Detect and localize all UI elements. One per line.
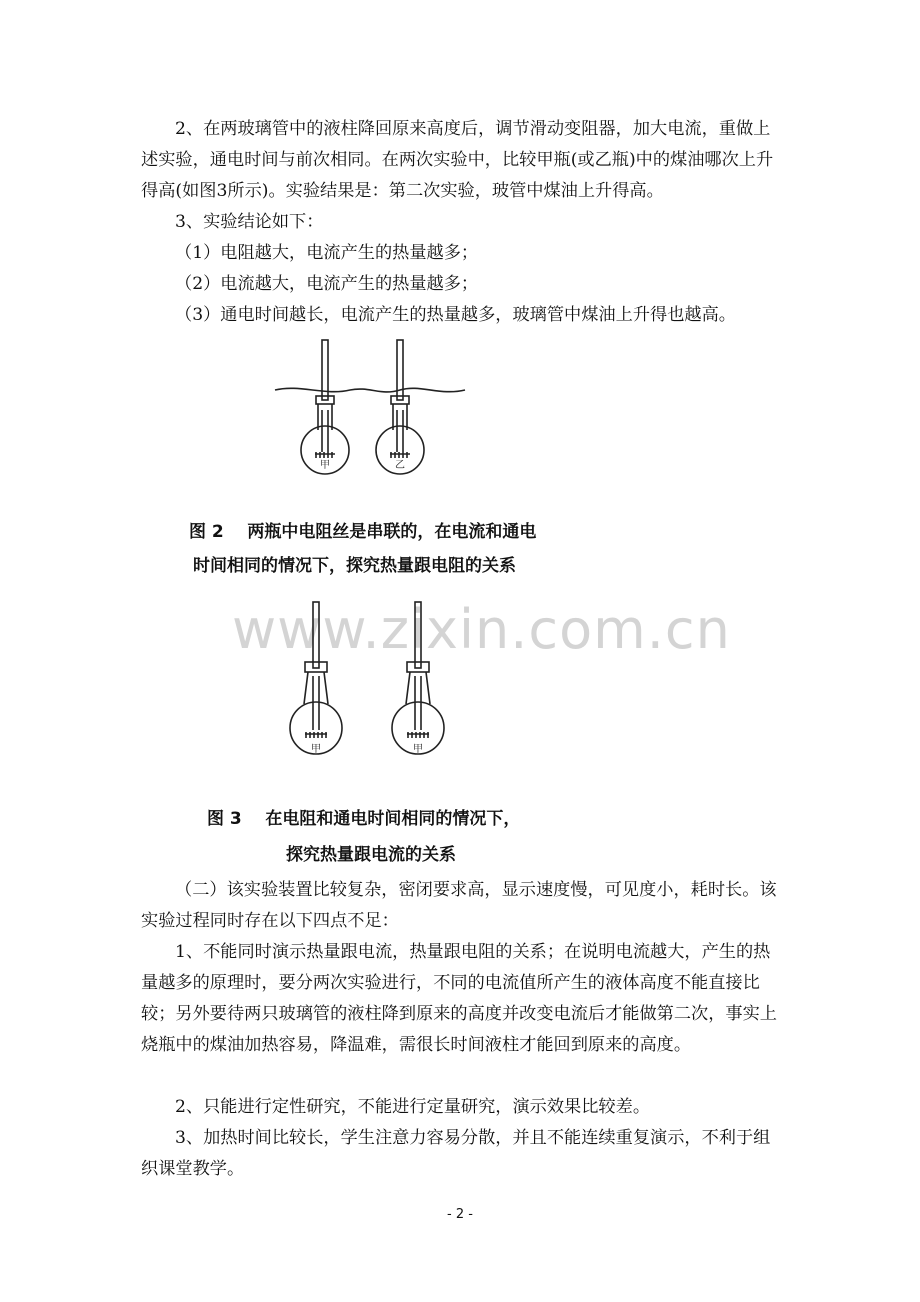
paragraph-shortcoming-2: 2、只能进行定性研究，不能进行定量研究，演示效果比较差。: [175, 1097, 651, 1117]
figure3-flasks-illustration: [280, 596, 460, 768]
figure3-caption-line1: 图 3 在电阻和通电时间相同的情况下，: [207, 809, 521, 829]
figure2-flasks-illustration: [270, 334, 470, 484]
paragraph-conclusion-heading: 3、实验结论如下：: [175, 212, 324, 232]
conclusion-item: （1）电阻越大，电流产生的热量越多；: [175, 243, 479, 263]
figure3-caption-line2: 探究热量跟电流的关系: [286, 845, 456, 865]
figure2-caption-line1: 图 2 两瓶中电阻丝是串联的，在电流和通电: [189, 522, 537, 542]
paragraph-shortcoming-1: 1、不能同时演示热量跟电流，热量跟电阻的关系；在说明电流越大，产生的热量越多的原理时，要分两次实验进行，不同的电流值所产生的液体高度不能直接比较；另外要待两只玻璃管的液柱降到原来的高度并改变电流后才能做第二次，事实上烧瓶中的煤油加热容易，降温难，需很长时间液柱才能回到原来的高度。: [141, 942, 777, 1055]
flask-label: 甲: [413, 744, 423, 755]
conclusion-item: （3）通电时间越长，电流产生的热量越多，玻璃管中煤油上升得也越高。: [175, 305, 736, 325]
paragraph-shortcomings-intro: （二）该实验装置比较复杂，密闭要求高，显示速度慢，可见度小，耗时长。该实验过程同时存在以下四点不足：: [141, 880, 777, 931]
flask-label: 甲: [320, 460, 330, 471]
watermark: www.zixin.com.cn: [232, 598, 731, 661]
conclusion-item: （2）电流越大，电流产生的热量越多；: [175, 274, 479, 294]
flask-label: 甲: [311, 744, 321, 755]
page-number: - 2 -: [447, 1207, 473, 1222]
figure2-caption-line2: 时间相同的情况下，探究热量跟电阻的关系: [193, 556, 516, 576]
paragraph-shortcoming-3: 3、加热时间比较长，学生注意力容易分散，并且不能连续重复演示，不利于组织课堂教学。: [141, 1128, 771, 1179]
paragraph-repeat-experiment: 2、在两玻璃管中的液柱降回原来高度后，调节滑动变阻器，加大电流，重做上述实验，通电时间与前次相同。在两次实验中，比较甲瓶(或乙瓶)中的煤油哪次上升得高(如图3所示)。实验结果是：第二次实验，玻管中煤油上升得高。: [141, 119, 774, 201]
flask-label: 乙: [395, 460, 405, 471]
